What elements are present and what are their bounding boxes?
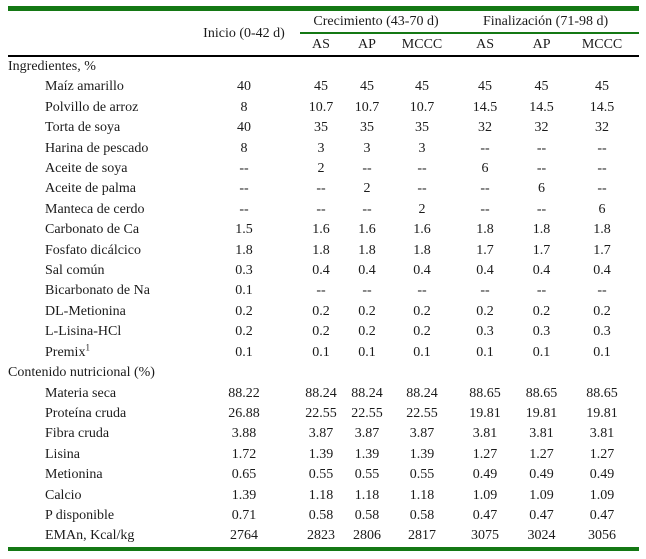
row-label: EMAn, Kcal/kg xyxy=(45,528,135,544)
cell-value: 0.3 xyxy=(235,263,253,279)
cell-value: 1.7 xyxy=(476,242,494,258)
cell-value: 0.4 xyxy=(532,263,551,279)
cell-value: 14.5 xyxy=(472,99,498,115)
cell-value: -- xyxy=(417,161,427,177)
cell-value: 0.1 xyxy=(235,283,253,299)
cell-value: 88.65 xyxy=(586,385,618,401)
cell-value: 0.2 xyxy=(476,303,494,319)
table-row xyxy=(8,526,639,548)
cell-value: 88.24 xyxy=(305,385,337,401)
table-row xyxy=(8,179,639,199)
cell-value: 1.09 xyxy=(529,487,554,503)
table-row xyxy=(8,220,639,240)
cell-value: -- xyxy=(480,181,490,197)
cell-value: 0.4 xyxy=(413,263,431,279)
row-label: Aceite de palma xyxy=(45,181,136,197)
cell-value: 1.18 xyxy=(409,487,435,503)
row-label: Maíz amarillo xyxy=(45,79,124,95)
cell-value: 0.1 xyxy=(312,344,330,360)
cell-value: 1.7 xyxy=(593,242,611,258)
cell-value: 88.24 xyxy=(351,385,383,401)
cell-value: 0.2 xyxy=(235,324,253,340)
cell-value: 45 xyxy=(478,79,493,95)
cell-value: 14.5 xyxy=(589,99,615,115)
column-header-inicio: Inicio (0-42 d) xyxy=(188,9,300,57)
cell-value: 40 xyxy=(237,79,251,95)
cell-value: 0.2 xyxy=(312,303,330,319)
cell-value: 32 xyxy=(595,120,610,136)
cell-value: 14.5 xyxy=(529,99,554,115)
cell-value: 88.22 xyxy=(228,385,260,401)
table-row xyxy=(8,302,639,322)
cell-value: 0.55 xyxy=(308,467,334,483)
cell-value: 10.7 xyxy=(354,99,380,115)
cell-value: 0.55 xyxy=(409,467,435,483)
cell-value: 10.7 xyxy=(308,99,334,115)
cell-value: -- xyxy=(536,140,547,156)
column-group-crecimiento: Crecimiento (43-70 d) xyxy=(300,9,452,34)
cell-value: 26.88 xyxy=(228,405,260,421)
cell-value: 3.81 xyxy=(589,426,615,442)
cell-value: 22.55 xyxy=(406,405,438,421)
column-group-finalizacion: Finalización (71-98 d) xyxy=(452,9,639,34)
cell-value: 0.58 xyxy=(308,507,334,523)
cell-value: -- xyxy=(536,161,547,177)
table-row xyxy=(8,506,639,526)
cell-value: 0.47 xyxy=(529,507,554,523)
cell-value: 19.81 xyxy=(469,405,501,421)
table-row xyxy=(8,486,639,506)
cell-value: 0.2 xyxy=(413,324,431,340)
cell-value: 0.2 xyxy=(358,303,376,319)
cell-value: 3 xyxy=(418,140,426,156)
cell-value: 0.49 xyxy=(589,467,615,483)
cell-value: 19.81 xyxy=(586,405,618,421)
cell-value: -- xyxy=(316,181,326,197)
row-label: Sal común xyxy=(45,263,105,279)
cell-value: -- xyxy=(480,201,490,217)
row-label: Carbonato de Ca xyxy=(45,222,140,238)
cell-value: 1.09 xyxy=(472,487,498,503)
cell-value: 0.2 xyxy=(235,303,253,319)
row-label: Lisina xyxy=(45,446,80,462)
subcolumn-header-as-crecimiento: AS xyxy=(300,33,342,56)
cell-value: 2 xyxy=(317,161,325,177)
cell-value: 1.39 xyxy=(354,446,380,462)
cell-value: 0.4 xyxy=(358,263,376,279)
cell-value: 88.65 xyxy=(469,385,501,401)
table-row xyxy=(8,322,639,342)
row-label: DL-Metionina xyxy=(45,303,126,319)
cell-value: 45 xyxy=(534,79,549,95)
table-row xyxy=(8,424,639,444)
cell-value: 19.81 xyxy=(525,405,558,421)
cell-value: 1.6 xyxy=(312,222,330,238)
cell-value: -- xyxy=(239,201,249,217)
cell-value: -- xyxy=(362,201,372,217)
cell-value: 0.55 xyxy=(354,467,380,483)
cell-value: 22.55 xyxy=(305,405,337,421)
row-label: L-Lisina-HCl xyxy=(45,324,122,340)
cell-value: 2817 xyxy=(408,528,437,544)
cell-value: -- xyxy=(597,181,607,197)
table-row xyxy=(8,77,639,97)
section-title: Contenido nutricional (%) xyxy=(8,365,155,381)
cell-value: 2806 xyxy=(353,528,381,544)
cell-value: 32 xyxy=(534,120,549,136)
row-label: Materia seca xyxy=(45,385,117,401)
cell-value: -- xyxy=(536,283,547,299)
cell-value: 1.18 xyxy=(308,487,334,503)
subcolumn-header-mccc-finalizacion: MCCC xyxy=(565,33,639,56)
cell-value: 0.2 xyxy=(593,303,611,319)
cell-value: 1.8 xyxy=(476,222,494,238)
subcolumn-header-ap-finalizacion: AP xyxy=(518,33,565,56)
cell-value: 6 xyxy=(481,161,489,177)
row-label: Fosfato dicálcico xyxy=(45,242,142,258)
cell-value: 0.58 xyxy=(354,507,380,523)
cell-value: -- xyxy=(362,161,372,177)
row-label: Harina de pescado xyxy=(45,140,149,156)
cell-value: 0.58 xyxy=(409,507,435,523)
cell-value: -- xyxy=(417,283,427,299)
cell-value: 3024 xyxy=(527,528,556,544)
subcolumn-header-ap-crecimiento: AP xyxy=(342,33,392,56)
section-row xyxy=(8,363,639,383)
cell-value: 0.4 xyxy=(476,263,494,279)
cell-value: 0.2 xyxy=(413,303,431,319)
cell-value: 10.7 xyxy=(409,99,435,115)
empty-corner-cell xyxy=(8,9,188,57)
cell-value: -- xyxy=(316,283,326,299)
cell-value: 0.47 xyxy=(589,507,615,523)
cell-value: -- xyxy=(316,201,326,217)
cell-value: 8 xyxy=(240,99,248,115)
cell-value: 35 xyxy=(314,120,328,136)
row-label: Metionina xyxy=(45,467,103,483)
diet-composition-table xyxy=(8,6,639,551)
table-row xyxy=(8,159,639,179)
cell-value: 88.65 xyxy=(525,385,558,401)
cell-value: 8 xyxy=(240,140,248,156)
cell-value: -- xyxy=(597,140,607,156)
cell-value: 1.8 xyxy=(235,242,253,258)
cell-value: 1.5 xyxy=(235,222,253,238)
row-label: Calcio xyxy=(45,487,82,503)
cell-value: -- xyxy=(536,201,547,217)
cell-value: -- xyxy=(239,181,249,197)
section-row xyxy=(8,56,639,77)
cell-value: 0.47 xyxy=(472,507,498,523)
cell-value: 1.8 xyxy=(593,222,611,238)
section-title: Ingredientes, % xyxy=(8,59,96,74)
cell-value: 1.8 xyxy=(312,242,330,258)
cell-value: 0.65 xyxy=(231,467,257,483)
cell-value: 1.7 xyxy=(532,242,551,258)
row-label: P disponible xyxy=(45,507,115,523)
cell-value: 45 xyxy=(314,79,328,95)
cell-value: 3 xyxy=(363,140,371,156)
cell-value: 0.1 xyxy=(358,344,376,360)
cell-value: 1.8 xyxy=(413,242,431,258)
cell-value: 3.87 xyxy=(354,426,380,442)
cell-value: 1.39 xyxy=(409,446,435,462)
cell-value: -- xyxy=(480,283,490,299)
cell-value: 0.1 xyxy=(235,344,253,360)
cell-value: 2823 xyxy=(307,528,335,544)
cell-value: 0.3 xyxy=(476,324,494,340)
cell-value: 0.3 xyxy=(532,324,551,340)
cell-value: 35 xyxy=(415,120,430,136)
cell-value: 3.88 xyxy=(231,426,257,442)
cell-value: 3075 xyxy=(471,528,500,544)
cell-value: 1.27 xyxy=(529,446,554,462)
cell-value: 1.39 xyxy=(308,446,334,462)
row-label: Premix$^1$ xyxy=(45,342,90,360)
cell-value: 45 xyxy=(595,79,610,95)
table-row xyxy=(8,404,639,424)
table-row xyxy=(8,465,639,485)
cell-value: 2764 xyxy=(230,528,258,544)
cell-value: 0.1 xyxy=(413,344,431,360)
table-row xyxy=(8,281,639,301)
cell-value: -- xyxy=(417,181,427,197)
cell-value: -- xyxy=(239,161,249,177)
row-label: Polvillo de arroz xyxy=(45,99,139,115)
header-group-row xyxy=(8,9,639,34)
table-row xyxy=(8,445,639,465)
cell-value: -- xyxy=(480,140,490,156)
cell-value: -- xyxy=(362,283,372,299)
cell-value: 1.6 xyxy=(358,222,376,238)
cell-value: 88.24 xyxy=(406,385,438,401)
subcolumn-header-mccc-crecimiento: MCCC xyxy=(392,33,452,56)
table-body xyxy=(8,56,639,549)
cell-value: 3 xyxy=(317,140,325,156)
table-row xyxy=(8,98,639,118)
cell-value: 1.6 xyxy=(413,222,431,238)
cell-value: 1.27 xyxy=(589,446,615,462)
cell-value: 0.4 xyxy=(593,263,611,279)
cell-value: 6 xyxy=(538,181,546,197)
cell-value: 0.2 xyxy=(532,303,551,319)
row-label: Proteína cruda xyxy=(45,405,127,421)
table-row xyxy=(8,139,639,159)
cell-value: 32 xyxy=(478,120,493,136)
cell-value: 0.3 xyxy=(593,324,611,340)
table-row xyxy=(8,241,639,261)
cell-value: 1.8 xyxy=(358,242,376,258)
cell-value: 0.1 xyxy=(593,344,611,360)
cell-value: 6 xyxy=(598,201,606,217)
cell-value: 45 xyxy=(360,79,374,95)
cell-value: 2 xyxy=(418,201,426,217)
cell-value: 35 xyxy=(360,120,374,136)
cell-value: 0.4 xyxy=(312,263,330,279)
row-label: Aceite de soya xyxy=(45,161,128,177)
cell-value: 1.8 xyxy=(532,222,551,238)
cell-value: 22.55 xyxy=(351,405,383,421)
row-label: Bicarbonato de Na xyxy=(45,283,150,299)
cell-value: 1.27 xyxy=(472,446,498,462)
cell-value: 0.49 xyxy=(529,467,554,483)
cell-value: 0.2 xyxy=(312,324,330,340)
table-row xyxy=(8,343,639,363)
cell-value: 1.72 xyxy=(231,446,257,462)
row-label: Fibra cruda xyxy=(45,426,110,442)
cell-value: 0.1 xyxy=(476,344,494,360)
cell-value: 1.18 xyxy=(354,487,380,503)
cell-value: -- xyxy=(597,161,607,177)
table-row xyxy=(8,384,639,404)
cell-value: 3.81 xyxy=(472,426,498,442)
cell-value: 2 xyxy=(363,181,371,197)
cell-value: 0.71 xyxy=(231,507,257,523)
cell-value: -- xyxy=(597,283,607,299)
cell-value: 40 xyxy=(237,120,251,136)
cell-value: 3056 xyxy=(588,528,617,544)
cell-value: 0.49 xyxy=(472,467,498,483)
row-label: Manteca de cerdo xyxy=(45,201,145,217)
cell-value: 1.09 xyxy=(589,487,615,503)
cell-value: 3.81 xyxy=(529,426,554,442)
cell-value: 0.2 xyxy=(358,324,376,340)
row-label: Torta de soya xyxy=(45,120,121,136)
cell-value: 45 xyxy=(415,79,430,95)
cell-value: 0.1 xyxy=(532,344,551,360)
table-row xyxy=(8,118,639,138)
cell-value: 3.87 xyxy=(409,426,435,442)
subcolumn-header-as-finalizacion: AS xyxy=(452,33,518,56)
footnote-marker: 1 xyxy=(85,342,90,353)
cell-value: 1.39 xyxy=(231,487,257,503)
table-row xyxy=(8,200,639,220)
table-row xyxy=(8,261,639,281)
cell-value: 3.87 xyxy=(308,426,334,442)
